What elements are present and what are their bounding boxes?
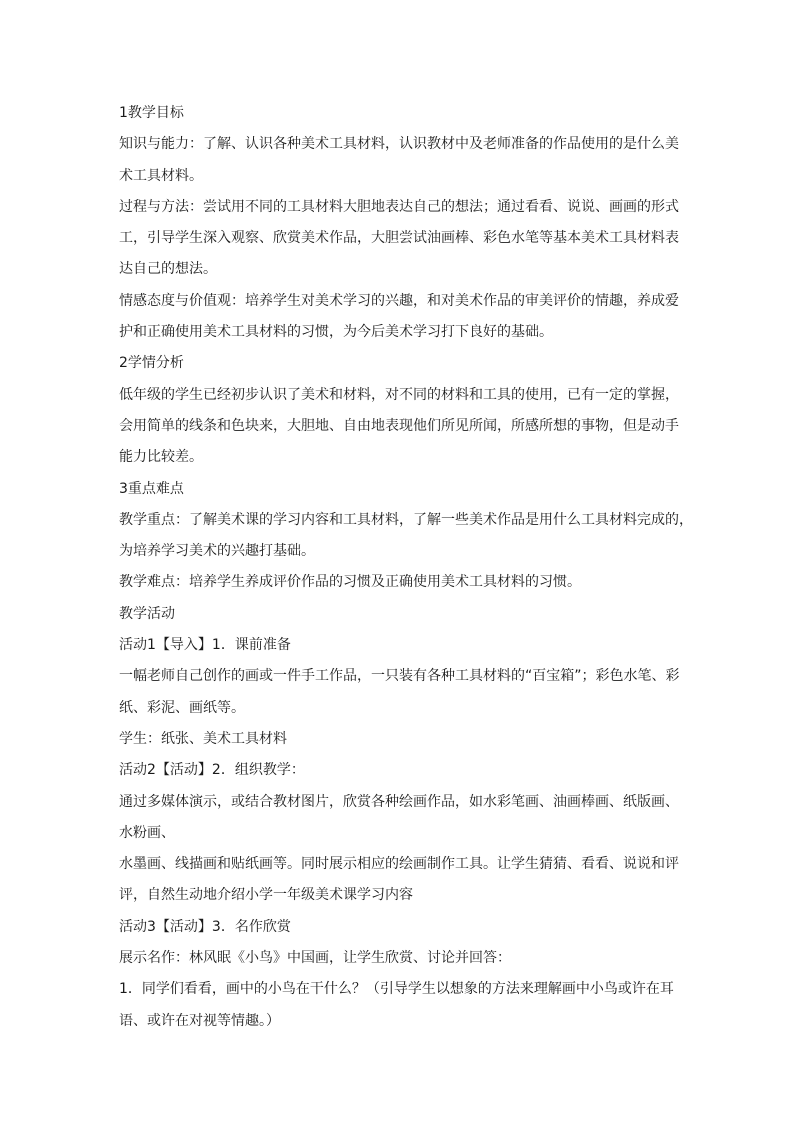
paragraph-line: 达自己的想法。 xyxy=(119,261,217,278)
paragraph-line: 能力比较差。 xyxy=(119,449,203,466)
paragraph-line: 过程与方法：尝试用不同的工具材料大胆地表达自己的想法；通过看看、说说、画画的形式 xyxy=(119,198,679,215)
paragraph-line: 评，自然生动地介绍小学一年级美术课学习内容 xyxy=(119,887,413,904)
paragraph-line: 水粉画、 xyxy=(119,824,175,841)
paragraph-line: 为培养学习美术的兴趣打基础。 xyxy=(119,543,315,560)
paragraph-line: 展示名作：林风眠《小鸟》中国画，让学生欣赏、讨论并回答： xyxy=(119,950,511,967)
activity-heading: 活动2【活动】2．组织教学： xyxy=(119,762,305,779)
paragraph-line: 护和正确使用美术工具材料的习惯，为今后美术学习打下良好的基础。 xyxy=(119,324,553,341)
paragraph-line: 情感态度与价值观：培养学生对美术学习的兴趣，和对美术作品的审美评价的情趣，养成爱 xyxy=(119,292,679,309)
section-heading-activities: 教学活动 xyxy=(119,605,175,622)
section-heading-key-points: 3重点难点 xyxy=(119,480,184,497)
paragraph-line: 会用简单的线条和色块来，大胆地、自由地表现他们所见所闻，所感所想的事物，但是动手 xyxy=(119,417,679,434)
paragraph-line: 低年级的学生已经初步认识了美术和材料，对不同的材料和工具的使用，已有一定的掌握， xyxy=(119,386,679,403)
section-heading-objectives: 1教学目标 xyxy=(119,105,184,121)
document-page xyxy=(119,98,693,1037)
paragraph-line: 学生：纸张、美术工具材料 xyxy=(119,730,287,747)
paragraph-line: 术工具材料。 xyxy=(119,167,203,184)
paragraph-line: 通过多媒体演示，或结合教材图片，欣赏各种绘画作品，如水彩笔画、油画棒画、纸版画、 xyxy=(119,793,679,810)
paragraph-line: 语、或许在对视等情趣。） xyxy=(119,1012,280,1029)
paragraph-line: 知识与能力：了解、认识各种美术工具材料，认识教材中及老师准备的作品使用的是什么美 xyxy=(119,136,679,153)
paragraph-line: 教学重点：了解美术课的学习内容和工具材料，了解一些美术作品是用什么工具材料完成的， xyxy=(119,511,693,528)
paragraph-line: 纸、彩泥、画纸等。 xyxy=(119,699,245,716)
paragraph-line: 1．同学们看看，画中的小鸟在干什么？（引导学生以想象的方法来理解画中小鸟或许在耳 xyxy=(119,981,674,998)
activity-heading: 活动3【活动】3．名作欣赏 xyxy=(119,918,291,935)
paragraph-line: 教学难点：培养学生养成评价作品的习惯及正确使用美术工具材料的习惯。 xyxy=(119,574,581,591)
paragraph-line: 工，引导学生深入观察、欣赏美术作品，大胆尝试油画棒、彩色水笔等基本美术工具材料表 xyxy=(119,230,679,247)
paragraph-line: 一幅老师自己创作的画或一件手工作品，一只装有各种工具材料的“百宝箱”；彩色水笔、彩 xyxy=(119,668,680,685)
section-heading-analysis: 2学情分析 xyxy=(119,355,184,372)
paragraph-line: 水墨画、线描画和贴纸画等。同时展示相应的绘画制作工具。让学生猜猜、看看、说说和评 xyxy=(119,856,679,873)
activity-heading: 活动1【导入】1．课前准备 xyxy=(119,637,291,654)
